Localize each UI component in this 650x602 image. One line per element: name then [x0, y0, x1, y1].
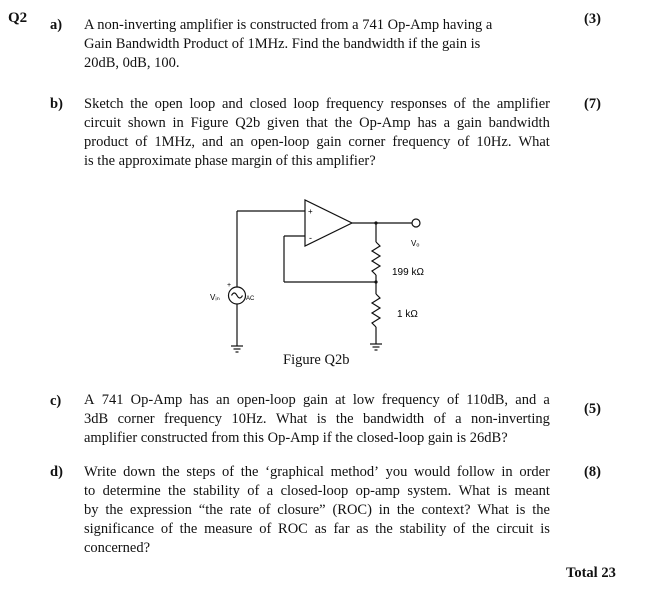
- resistor-199k: [372, 242, 380, 275]
- part-b-line: Sketch the open loop and closed loop frequency responses of the amplifier: [84, 96, 550, 112]
- part-d-line: significance of the measure of ROC as far as the stability of the circuit is: [84, 521, 550, 537]
- total-marks: Total 23: [566, 565, 616, 581]
- vout-label: Vₒ: [411, 239, 420, 248]
- part-a-line: 20dB, 0dB, 100.: [84, 55, 180, 71]
- part-a-label: a): [50, 17, 63, 33]
- part-d-label: d): [50, 464, 63, 480]
- part-b-line: is the approximate phase margin of this amplifier?: [84, 153, 376, 169]
- part-b-label: b): [50, 96, 63, 112]
- part-d-line: concerned?: [84, 540, 151, 556]
- ac-label: AC: [246, 296, 255, 302]
- part-b-line: circuit shown in Figure Q2b given that the Op-Amp has a gain bandwidth: [84, 115, 550, 131]
- part-d-text: [84, 463, 550, 558]
- vin-label: Vᵢₙ: [210, 293, 220, 302]
- part-d-line: by the expression “the rate of closure” (ROC) in the context? What is the: [84, 502, 550, 518]
- part-c-line: A 741 Op-Amp has an open-loop gain at low frequency of 110dB, and a: [84, 392, 550, 408]
- part-a-marks: (3): [584, 11, 601, 27]
- r2-value-label: 1 kΩ: [397, 309, 418, 320]
- part-c-marks: (5): [584, 401, 601, 417]
- figure-caption: Figure Q2b: [283, 352, 350, 368]
- part-b-marks: (7): [584, 96, 601, 112]
- part-c-line: amplifier constructed from this Op-Amp if the closed-loop gain is 26dB?: [84, 430, 508, 446]
- part-d-line: to determine the stability of a closed-loop op-amp system. What is meant: [84, 483, 550, 499]
- part-d-marks: (8): [584, 464, 601, 480]
- part-c-line: 3dB corner frequency 10Hz. What is the bandwidth of a non-inverting: [84, 411, 550, 427]
- minus-input-label: -: [309, 233, 312, 243]
- part-d-line: Write down the steps of the ‘graphical method’ you would follow in order: [84, 464, 550, 480]
- part-a-line: A non-inverting amplifier is constructed from a 741 Op-Amp having a: [84, 17, 493, 33]
- part-c-text: [84, 391, 550, 448]
- part-a-line: Gain Bandwidth Product of 1MHz. Find the bandwidth if the gain is: [84, 36, 481, 52]
- source-plus-label: +: [227, 282, 232, 289]
- r1-value-label: 199 kΩ: [392, 267, 424, 278]
- question-number: Q2: [8, 10, 28, 26]
- part-c-label: c): [50, 393, 62, 409]
- output-terminal: [412, 219, 420, 227]
- plus-input-label: +: [308, 207, 313, 216]
- part-b-line: product of 1MHz, and an open-loop gain corner frequency of 10Hz. What: [84, 134, 550, 150]
- resistor-1k: [372, 294, 380, 327]
